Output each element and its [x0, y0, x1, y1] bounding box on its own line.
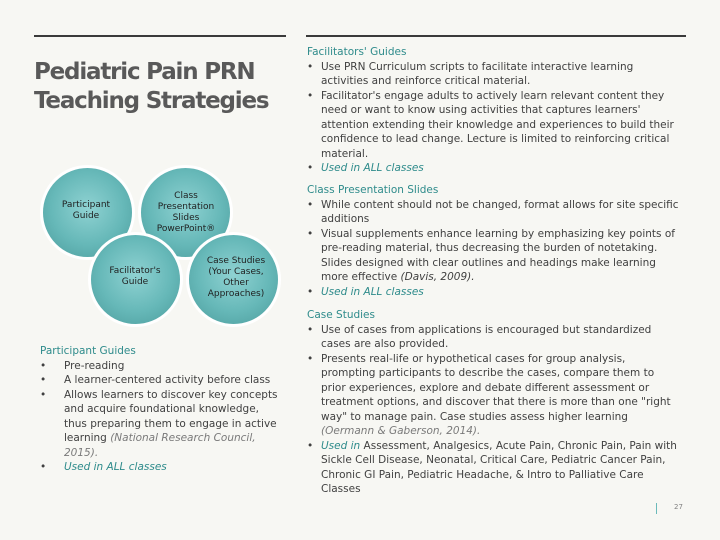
bullet: •: [40, 374, 47, 386]
list-item: [307, 352, 679, 439]
citation: (National Research Council, 2015).: [64, 432, 256, 459]
class-slides-heading: Class Presentation Slides: [307, 184, 439, 196]
list-item: [307, 60, 679, 89]
page-number: 27: [674, 503, 683, 511]
label-participant-guide: Participant Guide: [61, 200, 111, 221]
list-item-text: While content should not be changed, format allows for site specific additions: [321, 198, 679, 225]
case-studies-section: [307, 308, 679, 497]
list-item: [307, 439, 679, 497]
bullet: •: [307, 162, 314, 174]
bullet: •: [307, 89, 314, 102]
facilitators-guides-heading: Facilitators' Guides: [307, 46, 407, 58]
list-item-text: Allows learners to discover key concepts and acquire foundational knowledge, thus preparing them to engage in active learning: [64, 388, 278, 444]
right-top-rule: [306, 35, 686, 37]
participant-guides-section: [40, 344, 280, 475]
list-item: [307, 89, 679, 162]
bullet: •: [307, 60, 314, 73]
list-item-text: A learner-centered activity before class: [64, 374, 271, 386]
bullet: •: [307, 285, 314, 298]
slide-title: Pediatric Pain PRN Teaching Strategies: [34, 59, 269, 114]
participant-guides-heading: Participant Guides: [40, 345, 136, 357]
class-slides-section: [307, 183, 679, 299]
list-item: [307, 323, 679, 352]
bullet: •: [307, 198, 314, 211]
footer-divider: [656, 503, 657, 514]
list-item-text: Use of cases from applications is encouraged but standardized cases are also provided.: [321, 323, 652, 350]
list-item-text: Presents real-life or hypothetical cases for group analysis, prompting participants to describe the cases, compare them to prior experiences, explore and debate different assessment or treatment options, and discover that there is more than one "right way" to manage pain. Case studies assess higher learning: [321, 352, 671, 423]
bullet: •: [307, 227, 314, 240]
list-item: [40, 359, 280, 374]
label-case-studies: Case Studies (Your Cases, Other Approaches): [206, 256, 266, 299]
list-item-text: Used in ALL classes: [321, 285, 424, 298]
left-top-rule: [34, 35, 286, 37]
list-item: [307, 161, 679, 176]
list-item-text: Use PRN Curriculum scripts to facilitate interactive learning activities and reinforce critical material.: [321, 60, 634, 87]
citation: (Oermann & Gaberson, 2014).: [321, 425, 481, 437]
list-item-text: Pre-reading: [64, 359, 125, 372]
list-item-text: Assessment, Analgesics, Acute Pain, Chronic Pain, Pain with Sickle Cell Disease, Neonatal, Critical Care, Pediatric Cancer Pain, Chronic GI Pain, Pediatric Headache, & Intro to Palliative Care Classes: [321, 439, 677, 495]
bullet: •: [40, 359, 47, 372]
list-item: [40, 373, 280, 388]
bullet: •: [40, 388, 47, 401]
list-item-text: Visual supplements enhance learning by emphasizing key points of pre-reading material, thus decreasing the burden of notetaking. Slides designed with clear outlines and headings make learning more effective: [321, 227, 675, 283]
list-item: [40, 460, 280, 475]
label-facilitators-guide: Facilitator's Guide: [109, 266, 161, 287]
bullet: •: [307, 352, 314, 365]
bullet: •: [40, 461, 47, 473]
bullet: •: [307, 323, 314, 336]
list-item-text: Facilitator's engage adults to actively learn relevant content they need or want to know using activities that captures learners' attention extending their knowledge and experiences to build their confidence to lead change. Lecture is limited to reinforcing critical material.: [321, 89, 674, 160]
list-item: [307, 227, 679, 285]
list-item-text: Used in ALL classes: [321, 162, 424, 174]
used-in-label: Used in: [321, 439, 361, 452]
label-class-slides: Class Presentation Slides PowerPoint®: [156, 191, 216, 234]
case-studies-heading: Case Studies: [307, 309, 375, 321]
list-item: [40, 388, 280, 461]
list-item: [307, 198, 679, 227]
bullet: •: [307, 439, 314, 452]
list-item: [307, 285, 679, 300]
facilitators-guides-section: [307, 45, 679, 176]
list-item-text: Used in ALL classes: [64, 461, 167, 473]
citation: (Davis, 2009).: [400, 271, 475, 283]
